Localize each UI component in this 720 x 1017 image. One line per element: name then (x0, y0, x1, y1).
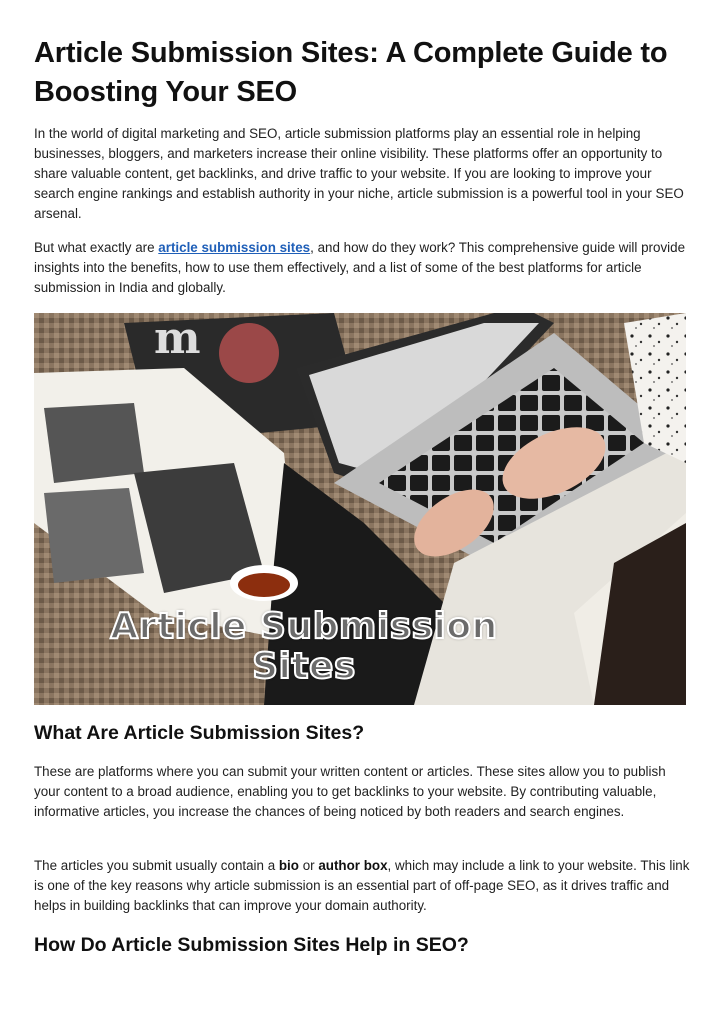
hero-image (34, 313, 686, 705)
what-are-paragraph-1: These are platforms where you can submit your written content or articles. These sites allow you to publish your content to a broad audience, enabling you to get backlinks to your website. By contributing valuable, informative articles, you increase the chances of being noticed by both readers and search engines. (34, 764, 666, 819)
bio-bold: bio (278, 858, 299, 873)
author-box-bold: author box (318, 858, 388, 873)
hero-caption-line2: Sites (252, 646, 356, 687)
definition-paragraph (34, 238, 690, 298)
para-text: The articles you submit usually contain a (34, 858, 279, 873)
para-text: or (298, 858, 319, 873)
para-text: , and how do they work? This comprehensive guide will provide insights into the benefits, how to use them effectively, and a list of some of the best platforms for article submission in India and globally. (34, 240, 686, 295)
section-heading-what-are: What Are Article Submission Sites? (34, 722, 365, 744)
hero-caption-line1: Article Submission (110, 606, 498, 647)
what-are-paragraph-2 (34, 856, 690, 916)
article-submission-sites-link[interactable]: article submission sites (158, 240, 311, 255)
svg-text:m: m (154, 313, 201, 364)
article-title: Article Submission Sites: A Complete Guide to Boosting Your SEO (34, 37, 668, 108)
intro-paragraph: In the world of digital marketing and SEO, article submission platforms play an essential role in helping businesses, bloggers, and marketers increase their online visibility. These platforms offer an opportunity to share valuable content, get backlinks, and drive traffic to your website. If you are looking to improve your search engine rankings and establish authority in your niche, article submission is a powerful tool in your SEO arsenal. (34, 126, 684, 221)
para-text: , which may include a link to your website. This link is one of the key reasons why article submission is an essential part of off-page SEO, as it drives traffic and helps in building backlinks that can improve your domain authority. (34, 858, 690, 913)
para-text: But what exactly are (34, 240, 159, 255)
hero-caption (34, 607, 574, 687)
section-heading-how-help: How Do Article Submission Sites Help in SEO? (34, 934, 469, 956)
